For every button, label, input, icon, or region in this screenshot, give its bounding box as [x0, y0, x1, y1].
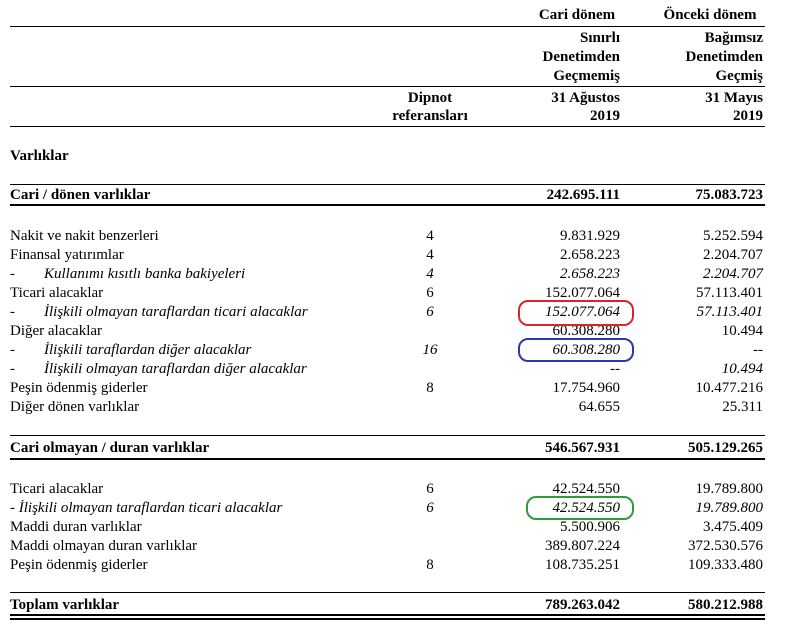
current-assets-bottom-rule: [10, 204, 765, 206]
nc-row-note: 6: [426, 500, 434, 516]
nc-row-prior: 109.333.480: [688, 557, 763, 573]
row-note: 6: [426, 285, 434, 301]
current-date-line-2: 2019: [590, 108, 620, 124]
section-title: Varlıklar: [10, 148, 69, 164]
nc-row-current: 5.500.906: [560, 519, 620, 535]
row-label: Diğer alacaklar: [10, 323, 103, 339]
row-dash: -: [10, 304, 15, 320]
row-current: 9.831.929: [560, 228, 620, 244]
total-top-rule: [10, 592, 765, 593]
row-dash: -: [10, 342, 15, 358]
row-dash: -: [10, 361, 15, 377]
prior-date-line-1: 31 Mayıs: [705, 90, 763, 106]
current-date-line-1: 31 Ağustos: [551, 90, 620, 106]
row-prior: 2.204.707: [703, 247, 763, 263]
row-current: 17.754.960: [552, 380, 620, 396]
note-ref-line-2: referansları: [392, 108, 468, 124]
row-prior: 25.311: [722, 399, 763, 415]
nc-row-prior: 19.789.800: [695, 500, 763, 516]
total-bottom-rule-2: [10, 618, 765, 620]
current-assets-prior: 75.083.723: [695, 187, 763, 203]
row-current: 152.077.064: [545, 285, 620, 301]
row-prior: 57.113.401: [696, 285, 763, 301]
prior-date-line-2: 2019: [733, 108, 763, 124]
blue-highlight-oval: [518, 338, 634, 362]
nc-row-label: Maddi duran varlıklar: [10, 519, 142, 535]
row-prior: --: [753, 342, 763, 358]
row-label: Nakit ve nakit benzerleri: [10, 228, 159, 244]
noncurrent-prior: 505.129.265: [688, 440, 763, 456]
note-ref-line-1: Dipnot: [407, 90, 453, 106]
current-audit-line-3: Geçmemiş: [553, 68, 620, 84]
nc-row-current: 108.735.251: [545, 557, 620, 573]
current-assets-label: Cari / dönen varlıklar: [10, 187, 151, 203]
nc-row-current: 42.524.550: [552, 500, 620, 516]
nc-row-note: 6: [426, 481, 434, 497]
row-current: 152.077.064: [545, 304, 620, 320]
row-note: 4: [426, 247, 434, 263]
prior-period-label: Önceki dönem: [663, 7, 757, 23]
row-label: Diğer dönen varlıklar: [10, 399, 140, 415]
prior-audit-line-1: Bağımsız: [704, 30, 763, 46]
current-assets-current: 242.695.111: [546, 187, 620, 203]
row-label: İlişkili olmayan taraflardan diğer alacaklar: [44, 361, 307, 377]
row-prior: 5.252.594: [703, 228, 763, 244]
row-label: İlişkili taraflardan diğer alacaklar: [44, 342, 252, 358]
header-bottom-rule: [10, 126, 765, 127]
row-dash: -: [10, 266, 15, 282]
row-label: İlişkili olmayan taraflardan ticari alacaklar: [44, 304, 308, 320]
noncurrent-top-rule: [10, 435, 765, 436]
nc-row-label: - İlişkili olmayan taraflardan ticari alacaklar: [10, 500, 283, 516]
total-bottom-rule-1: [10, 614, 765, 616]
nc-row-label: Ticari alacaklar: [10, 481, 104, 497]
noncurrent-bottom-rule: [10, 458, 765, 460]
row-prior: 10.477.216: [695, 380, 763, 396]
row-note: 4: [426, 228, 434, 244]
row-note: 16: [422, 342, 438, 358]
row-current: 64.655: [578, 399, 620, 415]
row-current: 2.658.223: [560, 266, 620, 282]
total-prior: 580.212.988: [688, 597, 763, 613]
row-label: Peşin ödenmiş giderler: [10, 380, 148, 396]
row-note: 8: [426, 380, 434, 396]
row-note: 4: [426, 266, 434, 282]
red-highlight-oval: [518, 300, 634, 326]
nc-row-prior: 19.789.800: [695, 481, 763, 497]
row-prior: 2.204.707: [703, 266, 763, 282]
row-current: 60.308.280: [552, 323, 620, 339]
total-current: 789.263.042: [545, 597, 620, 613]
row-note: 6: [426, 304, 434, 320]
nc-row-current: 389.807.224: [545, 538, 620, 554]
noncurrent-current: 546.567.931: [545, 440, 620, 456]
nc-row-prior: 3.475.409: [703, 519, 763, 535]
row-label: Finansal yatırımlar: [10, 247, 124, 263]
row-current: 2.658.223: [560, 247, 620, 263]
header-mid-rule: [10, 86, 765, 87]
nc-row-label: Maddi olmayan duran varlıklar: [10, 538, 198, 554]
noncurrent-label: Cari olmayan / duran varlıklar: [10, 440, 210, 456]
nc-row-label: Peşin ödenmiş giderler: [10, 557, 148, 573]
prior-audit-line-3: Geçmiş: [715, 68, 763, 84]
total-label: Toplam varlıklar: [10, 597, 120, 613]
row-prior: 10.494: [721, 323, 763, 339]
prior-audit-line-2: Denetimden: [685, 49, 763, 65]
nc-row-current: 42.524.550: [552, 481, 620, 497]
header-top-rule: [10, 26, 765, 27]
current-assets-top-rule: [10, 184, 765, 185]
current-period-label: Cari dönem: [538, 7, 616, 23]
row-prior: 57.113.401: [696, 304, 763, 320]
row-current: 60.308.280: [552, 342, 620, 358]
row-prior: 10.494: [721, 361, 763, 377]
nc-row-note: 8: [426, 557, 434, 573]
row-label: Ticari alacaklar: [10, 285, 104, 301]
current-audit-line-2: Denetimden: [542, 49, 620, 65]
row-current: --: [610, 361, 620, 377]
row-label: Kullanımı kısıtlı banka bakiyeleri: [44, 266, 246, 282]
current-audit-line-1: Sınırlı: [579, 30, 620, 46]
nc-row-prior: 372.530.576: [688, 538, 763, 554]
